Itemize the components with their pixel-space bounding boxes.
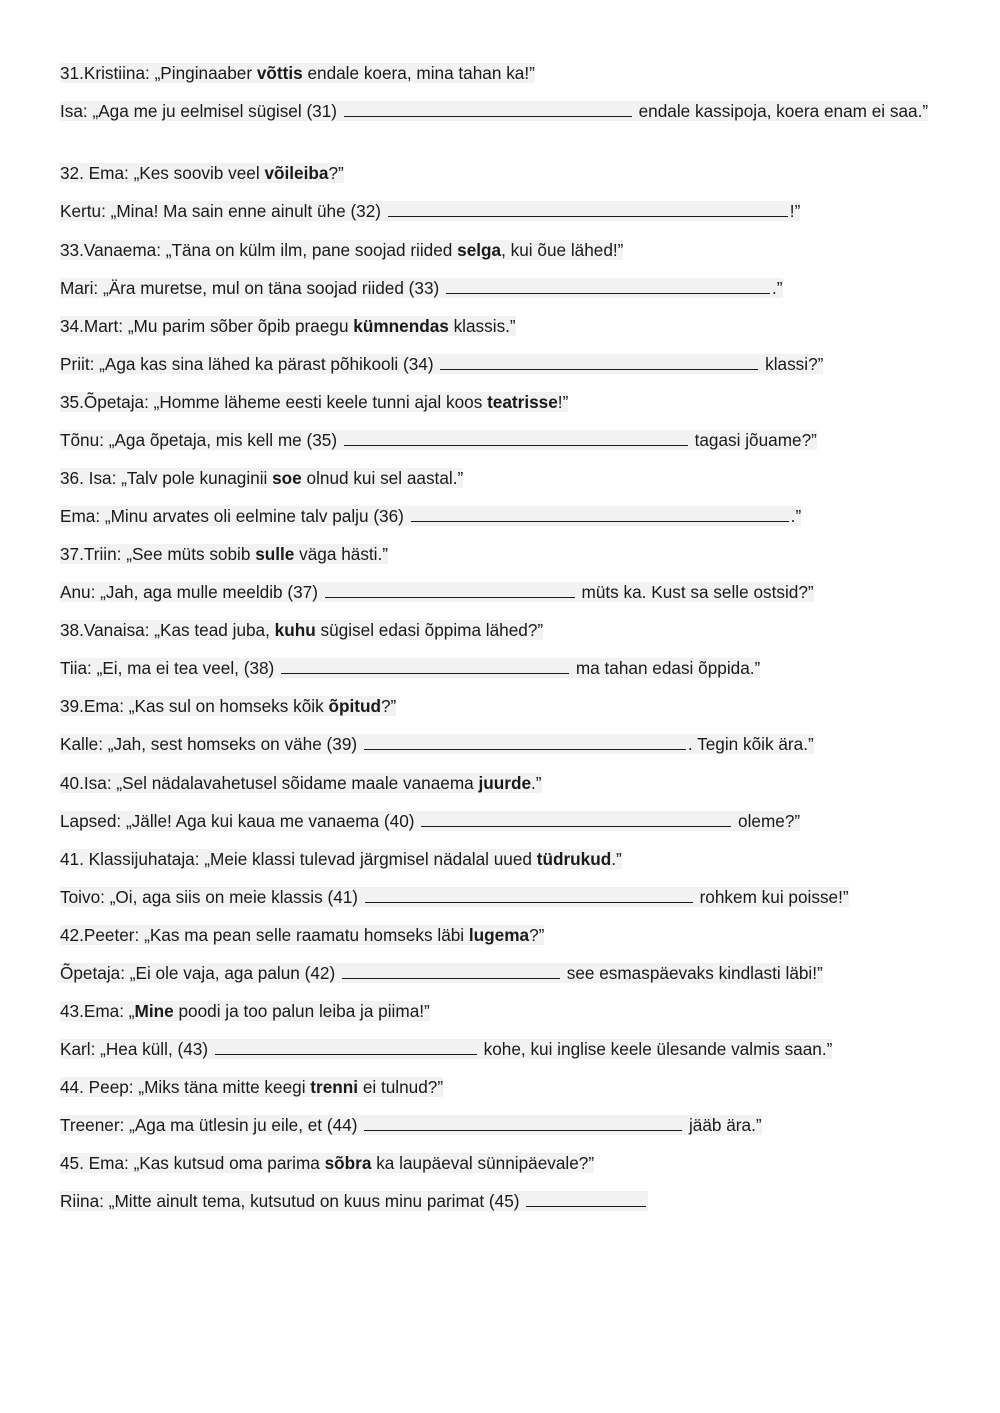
answer-text-end: kohe, kui inglise keele ülesande valmis saan.” <box>478 1039 833 1059</box>
speaker-label: 43.Ema: <box>60 1001 129 1021</box>
answer-text-end: endale kassipoja, koera enam ei saa.” <box>633 101 929 121</box>
speaker-label: 42.Peeter: <box>60 925 145 945</box>
answer-text-end: !” <box>789 201 801 221</box>
question-text-start: „Kas tead juba, <box>154 620 275 640</box>
question-text-end: endale koera, mina tahan ka!” <box>302 63 535 83</box>
answer-text-start: „Ei, ma ei tea veel, (38) <box>96 658 280 678</box>
answer-text <box>60 1191 648 1211</box>
answer-line <box>60 1112 762 1138</box>
question-line <box>60 60 535 86</box>
answer-blank-38[interactable] <box>281 655 569 674</box>
question-line <box>60 389 568 415</box>
question-text <box>60 63 535 83</box>
answer-text-start: „Mitte ainult tema, kutsutud on kuus minu parimat (45) <box>108 1191 525 1211</box>
answer-text <box>60 506 801 526</box>
speaker-label: Kertu: <box>60 201 111 221</box>
answer-text-end: .” <box>790 506 802 526</box>
speaker-label: Isa: <box>60 101 93 121</box>
keyword-bold: juurde <box>478 773 532 793</box>
answer-line <box>60 808 800 834</box>
question-text <box>60 392 568 412</box>
question-text <box>60 240 623 260</box>
keyword-bold: sõbra <box>324 1153 372 1173</box>
answer-blank-35[interactable] <box>344 427 688 446</box>
speaker-label: Tiia: <box>60 658 97 678</box>
question-text-end: .” <box>531 773 542 793</box>
answer-text <box>60 582 814 602</box>
question-text-start: „Kas sul on homseks kõik <box>128 696 329 716</box>
keyword-bold: kuhu <box>274 620 316 640</box>
speaker-label: 37.Triin: <box>60 544 127 564</box>
speaker-label: 38.Vanaisa: <box>60 620 155 640</box>
answer-text-start: „Jälle! Aga kui kaua me vanaema (40) <box>125 811 420 831</box>
speaker-label: 31.Kristiina: <box>60 63 155 83</box>
keyword-bold: õpitud <box>328 696 381 716</box>
question-text <box>60 544 388 564</box>
speaker-label: Treener: <box>60 1115 130 1135</box>
question-text-start: „Mu parim sõber õpib praegu <box>127 316 354 336</box>
speaker-label: 33.Vanaema: <box>60 240 166 260</box>
keyword-bold: võileiba <box>264 163 329 183</box>
speaker-label: Toivo: <box>60 887 110 907</box>
keyword-bold: tüdrukud <box>536 849 612 869</box>
answer-line <box>60 731 814 757</box>
speaker-label: 45. Ema: <box>60 1153 134 1173</box>
answer-line <box>60 1188 648 1214</box>
question-text <box>60 468 463 488</box>
answer-line <box>60 655 760 681</box>
question-text <box>60 925 544 945</box>
question-line <box>60 846 622 872</box>
question-text-start: „Meie klassi tulevad järgmisel nädalal uued <box>204 849 537 869</box>
keyword-bold: trenni <box>310 1077 359 1097</box>
speaker-label: Õpetaja: <box>60 963 130 983</box>
speaker-label: 34.Mart: <box>60 316 128 336</box>
speaker-label: Mari: <box>60 278 103 298</box>
question-text-end: !” <box>557 392 569 412</box>
keyword-bold: selga <box>457 240 502 260</box>
question-text-end: , kui õue lähed!” <box>501 240 624 260</box>
answer-text <box>60 1115 762 1135</box>
question-line <box>60 160 344 186</box>
answer-text-end: rohkem kui poisse!” <box>694 887 849 907</box>
speaker-label: 40.Isa: <box>60 773 117 793</box>
question-line <box>60 617 543 643</box>
question-line <box>60 541 388 567</box>
question-line <box>60 693 396 719</box>
question-text-start: „ <box>128 1001 135 1021</box>
speaker-label: Lapsed: <box>60 811 126 831</box>
question-line <box>60 313 516 339</box>
question-text <box>60 316 516 336</box>
answer-text <box>60 811 800 831</box>
answer-text <box>60 1039 832 1059</box>
answer-text-start: „Mina! Ma sain enne ainult ühe (32) <box>110 201 386 221</box>
keyword-bold: kümnendas <box>353 316 449 336</box>
answer-blank-45[interactable] <box>526 1188 646 1207</box>
question-text-start: „Talv pole kunaginii <box>121 468 273 488</box>
question-text-start: „Täna on külm ilm, pane soojad riided <box>165 240 458 260</box>
question-text-end: olnud kui sel aastal.” <box>301 468 464 488</box>
answer-line <box>60 503 801 529</box>
speaker-label: 36. Isa: <box>60 468 122 488</box>
question-text-end: sügisel edasi õppima lähed?” <box>315 620 544 640</box>
speaker-label: 39.Ema: <box>60 696 129 716</box>
answer-text-start: „Aga kas sina lähed ka pärast põhikooli (34) <box>99 354 439 374</box>
answer-text <box>60 354 823 374</box>
answer-text-end: müts ka. Kust sa selle ostsid?” <box>576 582 814 602</box>
speaker-label: Anu: <box>60 582 101 602</box>
speaker-label: 35.Õpetaja: <box>60 392 154 412</box>
answer-blank-41[interactable] <box>365 884 693 903</box>
answer-blank-37[interactable] <box>325 579 575 598</box>
speaker-label: Tõnu: <box>60 430 109 450</box>
answer-text-start: „Aga me ju eelmisel sügisel (31) <box>92 101 342 121</box>
question-line <box>60 1074 443 1100</box>
answer-blank-34[interactable] <box>440 351 758 370</box>
answer-text-start: „Jah, aga mulle meeldib (37) <box>100 582 323 602</box>
answer-text <box>60 963 823 983</box>
question-text-start: „Kes soovib veel <box>133 163 265 183</box>
answer-line <box>60 884 849 910</box>
question-text-start: „Kas kutsud oma parima <box>133 1153 325 1173</box>
keyword-bold: teatrisse <box>487 392 558 412</box>
keyword-bold: soe <box>272 468 302 488</box>
answer-text-end: jääb ära.” <box>684 1115 762 1135</box>
answer-text <box>60 430 817 450</box>
keyword-bold: lugema <box>468 925 530 945</box>
answer-text-start: „Aga ma ütlesin ju eile, et (44) <box>129 1115 363 1135</box>
speaker-label: Kalle: <box>60 734 108 754</box>
question-text <box>60 773 542 793</box>
answer-blank-43[interactable] <box>215 1036 477 1055</box>
answer-text <box>60 101 928 121</box>
question-text-start: „Sel nädalavahetusel sõidame maale vanaema <box>116 773 479 793</box>
question-text-end: .” <box>611 849 622 869</box>
answer-blank-31[interactable] <box>344 98 632 117</box>
answer-text-start: „Ei ole vaja, aga palun (42) <box>129 963 340 983</box>
question-text-start: „Pinginaaber <box>154 63 257 83</box>
answer-blank-42[interactable] <box>342 960 560 979</box>
answer-blank-36[interactable] <box>411 503 789 522</box>
question-text-end: poodi ja too palun leiba ja piima!” <box>173 1001 430 1021</box>
answer-blank-44[interactable] <box>364 1112 682 1131</box>
question-text-end: ?” <box>380 696 397 716</box>
question-text-start: „See müts sobib <box>126 544 256 564</box>
answer-text-start: „Jah, sest homseks on vähe (39) <box>107 734 362 754</box>
question-line <box>60 770 542 796</box>
speaker-label: 32. Ema: <box>60 163 134 183</box>
speaker-label: Ema: <box>60 506 105 526</box>
answer-text-end: .” <box>772 278 783 298</box>
question-text-end: klassis.” <box>448 316 516 336</box>
speaker-label: 41. Klassijuhataja: <box>60 849 205 869</box>
answer-text-start: „Oi, aga siis on meie klassis (41) <box>109 887 363 907</box>
question-line <box>60 1150 594 1176</box>
answer-line <box>60 960 823 986</box>
answer-line <box>60 427 817 453</box>
question-text <box>60 1001 430 1021</box>
question-text <box>60 1077 443 1097</box>
answer-line <box>60 579 814 605</box>
question-text <box>60 163 344 183</box>
question-text-start: „Kas ma pean selle raamatu homseks läbi <box>144 925 469 945</box>
question-text <box>60 1153 594 1173</box>
question-line <box>60 465 463 491</box>
answer-text-start: „Minu arvates oli eelmine talv palju (36) <box>104 506 409 526</box>
speaker-label: Priit: <box>60 354 100 374</box>
answer-text-end: see esmaspäevaks kindlasti läbi!” <box>561 963 823 983</box>
speaker-label: Karl: <box>60 1039 101 1059</box>
question-text <box>60 849 622 869</box>
question-text <box>60 696 396 716</box>
question-text-start: „Miks täna mitte keegi <box>138 1077 311 1097</box>
answer-text <box>60 887 849 907</box>
answer-line <box>60 1036 832 1062</box>
question-text-end: ka laupäeval sünnipäevale?” <box>371 1153 595 1173</box>
question-text-start: „Homme läheme eesti keele tunni ajal koos <box>153 392 488 412</box>
answer-text-start: „Hea küll, (43) <box>100 1039 213 1059</box>
answer-blank-32[interactable] <box>388 198 788 217</box>
answer-line <box>60 275 783 301</box>
question-line <box>60 922 544 948</box>
answer-text-end: klassi?” <box>760 354 824 374</box>
answer-text-end: . Tegin kõik ära.” <box>687 734 814 754</box>
speaker-label: Riina: <box>60 1191 109 1211</box>
answer-line <box>60 98 940 124</box>
answer-text <box>60 278 783 298</box>
question-line <box>60 237 623 263</box>
keyword-bold: sulle <box>255 544 295 564</box>
answer-text <box>60 201 800 221</box>
keyword-bold: Mine <box>134 1001 174 1021</box>
question-text-end: ?” <box>529 925 545 945</box>
answer-blank-33[interactable] <box>446 275 770 294</box>
answer-line <box>60 198 800 224</box>
question-text <box>60 620 543 640</box>
answer-line <box>60 351 823 377</box>
speaker-label: 44. Peep: <box>60 1077 139 1097</box>
question-text-end: ?” <box>328 163 344 183</box>
answer-text <box>60 734 814 754</box>
answer-text-start: „Ära muretse, mul on täna soojad riided (33) <box>102 278 445 298</box>
answer-blank-40[interactable] <box>421 808 731 827</box>
answer-text-start: „Aga õpetaja, mis kell me (35) <box>108 430 342 450</box>
answer-text-end: oleme?” <box>733 811 801 831</box>
question-text-end: väga hästi.” <box>294 544 388 564</box>
question-text-end: ei tulnud?” <box>358 1077 444 1097</box>
answer-text-end: ma tahan edasi õppida.” <box>571 658 761 678</box>
answer-blank-39[interactable] <box>364 731 686 750</box>
keyword-bold: võttis <box>256 63 303 83</box>
question-line <box>60 998 430 1024</box>
answer-text <box>60 658 760 678</box>
answer-text-end: tagasi jõuame?” <box>689 430 817 450</box>
